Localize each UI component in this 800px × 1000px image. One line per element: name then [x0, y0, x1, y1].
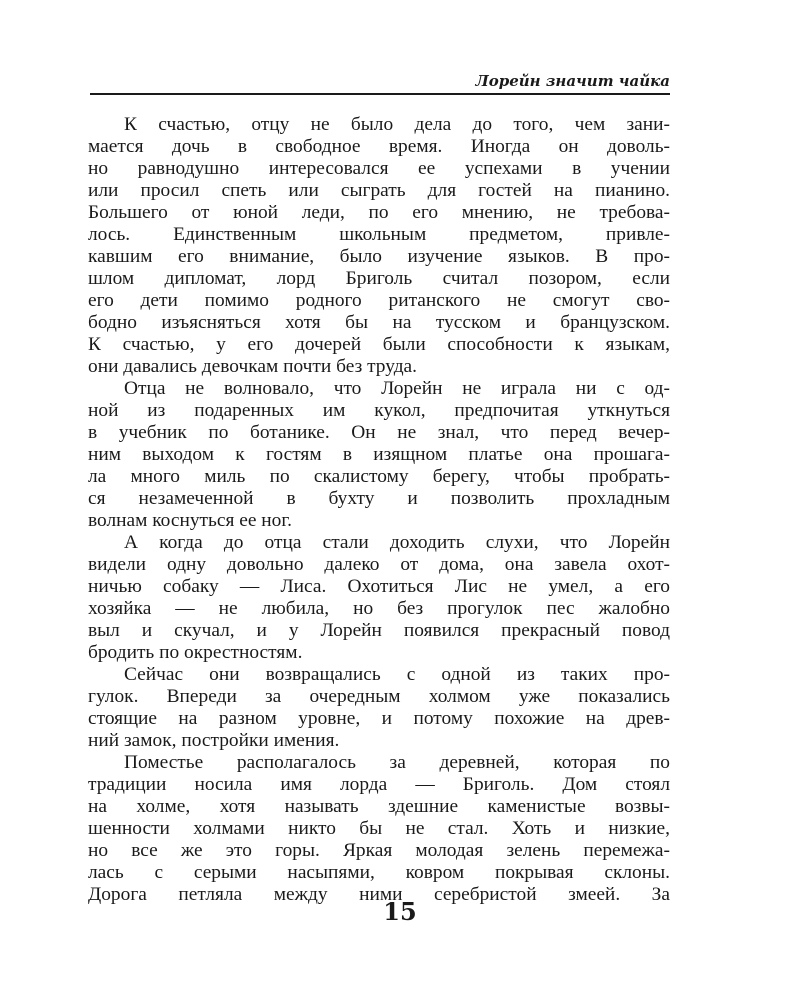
paragraph — [88, 532, 670, 664]
text-line: К счастью, отцу не было дела до того, чем зани- — [124, 114, 670, 135]
text-line: мается дочь в свободное время. Иногда он доволь- — [88, 136, 670, 157]
text-line: в учебник по ботанике. Он не знал, что перед вечер- — [88, 422, 670, 443]
paragraph — [88, 664, 670, 752]
text-line: на холме, хотя называть здешние каменистые возвы- — [88, 796, 670, 817]
text-line: но равнодушно интересовался ее успехами в учении — [88, 158, 670, 179]
text-line: ничью собаку — Лиса. Охотиться Лис не умел, а его — [88, 576, 670, 597]
text-line: Отца не волновало, что Лорейн не играла ни с од- — [124, 378, 670, 399]
text-line: гулок. Впереди за очередным холмом уже показались — [88, 686, 670, 707]
page-number: 15 — [383, 897, 417, 926]
text-line: но все же это горы. Яркая молодая зелень перемежа- — [88, 840, 670, 861]
text-line: Большего от юной леди, по его мнению, не требова- — [88, 202, 670, 223]
text-line: выл и скучал, и у Лорейн появился прекрасный повод — [88, 620, 670, 641]
text-line: стоящие на разном уровне, и потому похожие на древ- — [88, 708, 670, 729]
text-line: или просил спеть или сыграть для гостей на пианино. — [88, 180, 670, 201]
running-head: Лорейн значит чайка — [90, 71, 670, 95]
text-line: его дети помимо родного ританского не смогут сво- — [88, 290, 670, 311]
text-line: они давались девочкам почти без труда. — [88, 356, 418, 377]
paragraph — [88, 752, 670, 906]
text-line: волнам коснуться ее ног. — [88, 510, 292, 531]
text-line: лась с серыми насыпями, ковром покрывая склоны. — [88, 862, 670, 883]
text-line: хозяйка — не любила, но без прогулок пес жалобно — [88, 598, 670, 619]
text-line: шенности холмами никто бы не стал. Хоть и низкие, — [88, 818, 670, 839]
paragraph — [88, 378, 670, 532]
text-line: Дорога петляла между ними серебристой змеей. За — [88, 884, 670, 905]
text-line: бодно изъясняться хотя бы на тусском и бранцузском. — [88, 312, 670, 333]
text-line: А когда до отца стали доходить слухи, что Лорейн — [124, 532, 670, 553]
text-line: Поместье располагалось за деревней, которая по — [124, 752, 670, 773]
text-line: лось. Единственным школьным предметом, привле- — [88, 224, 670, 245]
text-line: традиции носила имя лорда — Бриголь. Дом стоял — [88, 774, 670, 795]
text-line: ной из подаренных им кукол, предпочитая уткнуться — [88, 400, 670, 421]
text-line: ся незамеченной в бухту и позволить прохладным — [88, 488, 670, 509]
text-line: видели одну довольно далеко от дома, она завела охот- — [88, 554, 670, 575]
text-line: ним выходом к гостям в изящном платье она прошага- — [88, 444, 670, 465]
paragraph — [88, 114, 670, 378]
body-text — [88, 114, 670, 906]
text-line: ний замок, постройки имения. — [88, 730, 340, 751]
text-line: К счастью, у его дочерей были способности к языкам, — [88, 334, 670, 355]
text-line: шлом дипломат, лорд Бриголь считал позором, если — [88, 268, 670, 289]
text-line: ла много миль по скалистому берегу, чтобы пробрать- — [88, 466, 670, 487]
text-line: Сейчас они возвращались с одной из таких про- — [124, 664, 670, 685]
text-line: бродить по окрестностям. — [88, 642, 303, 663]
text-line: кавшим его внимание, было изучение языков. В про- — [88, 246, 670, 267]
